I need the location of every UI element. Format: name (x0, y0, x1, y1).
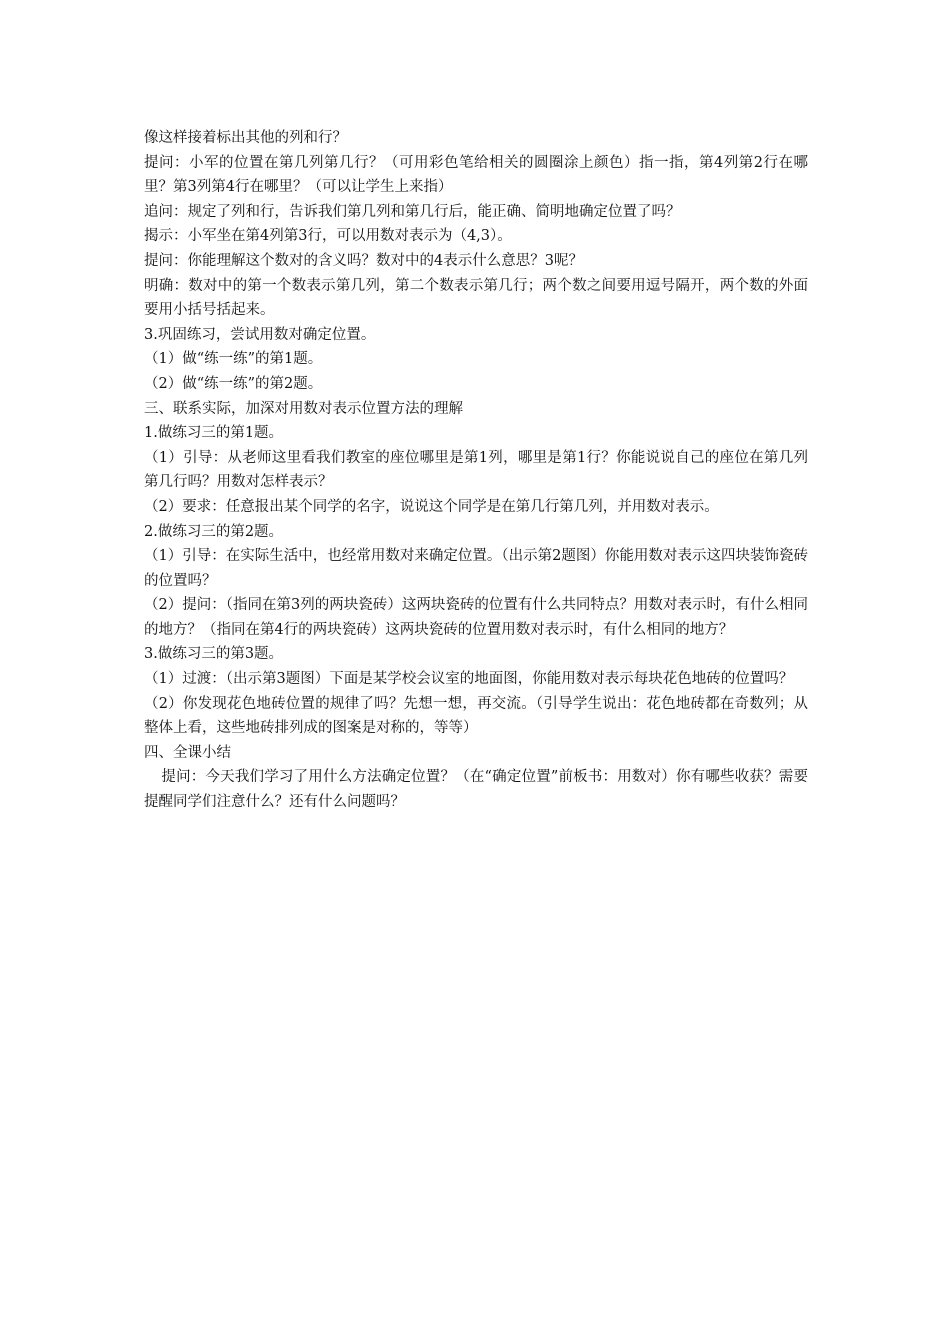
document-page (144, 126, 808, 815)
paragraph: 明确：数对中的第一个数表示第几列，第二个数表示第几行；两个数之间要用逗号隔开，两个数的外面要用小括号括起来。 (144, 277, 808, 319)
paragraph: 3.巩固练习，尝试用数对确定位置。 (144, 326, 376, 343)
paragraph: 2.做练习三的第2题。 (144, 523, 284, 540)
paragraph: 提问：小军的位置在第几列第几行？（可用彩色笔给相关的圆圈涂上颜色）指一指，第4列第2行在哪里？第3列第4行在哪里？（可以让学生上来指） (144, 154, 808, 196)
paragraph: （1）做“练一练”的第1题。 (144, 351, 323, 368)
paragraph: （1）引导：从老师这里看我们教室的座位哪里是第1列，哪里是第1行？你能说说自己的座位在第几列第几行吗？用数对怎样表示？ (144, 449, 808, 491)
paragraph: （2）提问：（指同在第3列的两块瓷砖）这两块瓷砖的位置有什么共同特点？用数对表示时，有什么相同的地方？（指同在第4行的两块瓷砖）这两块瓷砖的位置用数对表示时，有什么相同的地方？ (144, 597, 808, 638)
paragraph: （2）要求：任意报出某个同学的名字，说说这个同学是在第几行第几列，并用数对表示。 (144, 498, 719, 515)
paragraph: 提问：你能理解这个数对的含义吗？数对中的4表示什么意思？3呢？ (144, 252, 583, 269)
paragraph: （2）你发现花色地砖位置的规律了吗？先想一想，再交流。（引导学生说出：花色地砖都在奇数列；从整体上看，这些地砖排列成的图案是对称的，等等） (144, 695, 808, 737)
paragraph: 提问：今天我们学习了用什么方法确定位置？（在“确定位置”前板书：用数对）你有哪些收获？需要提醒同学们注意什么？还有什么问题吗？ (144, 769, 808, 811)
paragraph: （1）过渡：（出示第3题图）下面是某学校会议室的地面图，你能用数对表示每块花色地砖的位置吗？ (144, 671, 794, 688)
section-heading: 四、全课小结 (144, 744, 231, 761)
paragraph: 追问：规定了列和行，告诉我们第几列和第几行后，能正确、简明地确定位置了吗？ (144, 203, 681, 220)
paragraph: 1.做练习三的第1题。 (144, 425, 284, 442)
paragraph: 揭示：小军坐在第4列第3行，可以用数对表示为（4,3）。 (144, 228, 512, 245)
paragraph: 像这样接着标出其他的列和行？ (144, 130, 347, 146)
paragraph: （1）引导：在实际生活中，也经常用数对来确定位置。（出示第2题图）你能用数对表示这四块装饰瓷砖的位置吗？ (144, 548, 808, 589)
paragraph: 3.做练习三的第3题。 (144, 646, 284, 663)
section-heading: 三、联系实际，加深对用数对表示位置方法的理解 (144, 400, 463, 417)
paragraph: （2）做“练一练”的第2题。 (144, 375, 323, 392)
